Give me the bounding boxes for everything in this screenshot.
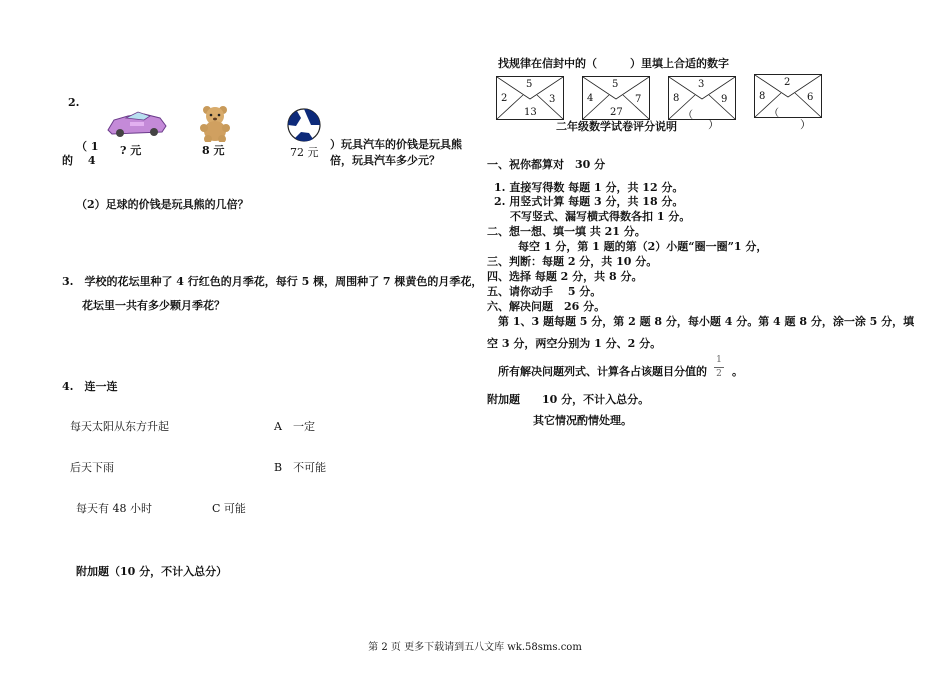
ball-price: 72 元 bbox=[290, 146, 319, 159]
envelope-left: 2 bbox=[501, 93, 508, 104]
q3-line2: 花坛里一共有多少颗月季花？ bbox=[82, 299, 225, 312]
bear-price: 8 元 bbox=[202, 144, 225, 157]
envelope-top: 2 bbox=[784, 77, 791, 88]
q2-de: 的 4 bbox=[62, 154, 96, 167]
q4-left-item: 后天下雨 bbox=[70, 461, 114, 474]
q4-title: 4. 连一连 bbox=[62, 380, 118, 393]
rubric-item: 1. 直接写得数 每题 1 分，共 12 分。 bbox=[494, 181, 684, 194]
rubric-section-1: 一、祝你都算对 30 分 bbox=[487, 158, 606, 171]
q2-number: 2. bbox=[68, 96, 80, 109]
envelope-top: 5 bbox=[612, 79, 619, 90]
rubric-item: 不写竖式、漏写横式得数各扣 1 分。 bbox=[510, 210, 691, 223]
soccer-ball-image bbox=[287, 108, 321, 142]
teddy-bear-image bbox=[198, 104, 232, 142]
q4-right-item: C 可能 bbox=[212, 502, 246, 515]
q3-line1: 3. 学校的花坛里种了 4 行红色的月季花，每行 5 棵，周围种了 7 棵黄色的月季花， bbox=[62, 275, 483, 288]
page-footer: 第 2 页 更多下载请到五八文库 wk.58sms.com bbox=[368, 642, 582, 653]
rubric-section-5: 五、请你动手 5 分。 bbox=[487, 285, 602, 298]
envelope-right: 9 bbox=[721, 94, 728, 105]
envelope-right: 7 bbox=[635, 94, 642, 105]
envelope-1 bbox=[496, 76, 564, 120]
q2-text-line2: 倍，玩具汽车多少元？ bbox=[330, 154, 440, 167]
rubric-other: 其它情况酌情处理。 bbox=[533, 414, 632, 427]
rubric-section-3: 三、判断：每题 2 分，共 10 分。 bbox=[487, 255, 658, 268]
bonus-title: 附加题（10 分，不计入总分） bbox=[76, 565, 228, 578]
pattern-title: 找规律在信封中的（ ）里填上合适的数字 bbox=[498, 57, 729, 70]
envelope-bottom: （ bbox=[769, 108, 779, 119]
envelope-right: 6 bbox=[807, 92, 814, 103]
rubric-bonus: 附加题 10 分，不计入总分。 bbox=[487, 393, 650, 406]
fraction-numerator: 1 bbox=[716, 355, 722, 365]
q2-sub2: （2）足球的价钱是玩具熊的几倍？ bbox=[76, 198, 249, 211]
rubric-title: 二年级数学试卷评分说明 bbox=[556, 120, 677, 133]
q4-left-item: 每天太阳从东方升起 bbox=[70, 420, 169, 433]
envelope-2 bbox=[582, 76, 650, 120]
rubric-item: 每空 1 分，第 1 题的第（2）小题“圈一圈”1 分， bbox=[518, 240, 768, 253]
rubric-section-6: 六、解决问题 26 分。 bbox=[487, 300, 606, 313]
envelope-right: 3 bbox=[549, 94, 556, 105]
envelope-bottom: 27 bbox=[610, 107, 623, 118]
q2-paren-open: （ 1 bbox=[76, 140, 99, 153]
fraction-bar bbox=[714, 367, 724, 368]
rubric-item: 2. 用竖式计算 每题 3 分，共 18 分。 bbox=[494, 195, 684, 208]
envelope-3 bbox=[668, 76, 736, 120]
q4-right-item: B 不可能 bbox=[274, 461, 327, 474]
envelope-bottom: （ bbox=[683, 110, 693, 121]
q4-left-item: 每天有 48 小时 bbox=[76, 502, 152, 515]
fraction-denominator: 2 bbox=[716, 369, 722, 379]
q4-right-item: A 一定 bbox=[274, 420, 315, 433]
rubric-item: 空 3 分，两空分别为 1 分、2 分。 bbox=[487, 337, 662, 350]
envelope-left: 4 bbox=[587, 93, 594, 104]
rubric-section-2: 二、想一想、填一填 共 21 分。 bbox=[487, 225, 646, 238]
overlap-paren: ） bbox=[800, 118, 811, 131]
envelope-left: 8 bbox=[759, 91, 766, 102]
toy-car-image bbox=[104, 108, 170, 138]
overlap-paren: ） bbox=[708, 118, 719, 131]
envelope-left: 8 bbox=[673, 93, 680, 104]
q2-text-line1: ）玩具汽车的价钱是玩具熊 bbox=[330, 138, 462, 151]
rubric-item-end: 。 bbox=[732, 365, 743, 378]
car-price: ? 元 bbox=[120, 144, 142, 157]
envelope-top: 3 bbox=[698, 79, 705, 90]
rubric-item: 第 1、3 题每题 5 分，第 2 题 8 分，每小题 4 分。第 4 题 8 分，涂一涂 5 分，填 bbox=[498, 315, 915, 328]
envelope-bottom: 13 bbox=[524, 107, 537, 118]
envelope-4 bbox=[754, 74, 822, 118]
rubric-section-4: 四、选择 每题 2 分，共 8 分。 bbox=[487, 270, 643, 283]
envelope-top: 5 bbox=[526, 79, 533, 90]
rubric-item: 所有解决问题列式、计算各占该题目分值的 bbox=[498, 365, 707, 378]
